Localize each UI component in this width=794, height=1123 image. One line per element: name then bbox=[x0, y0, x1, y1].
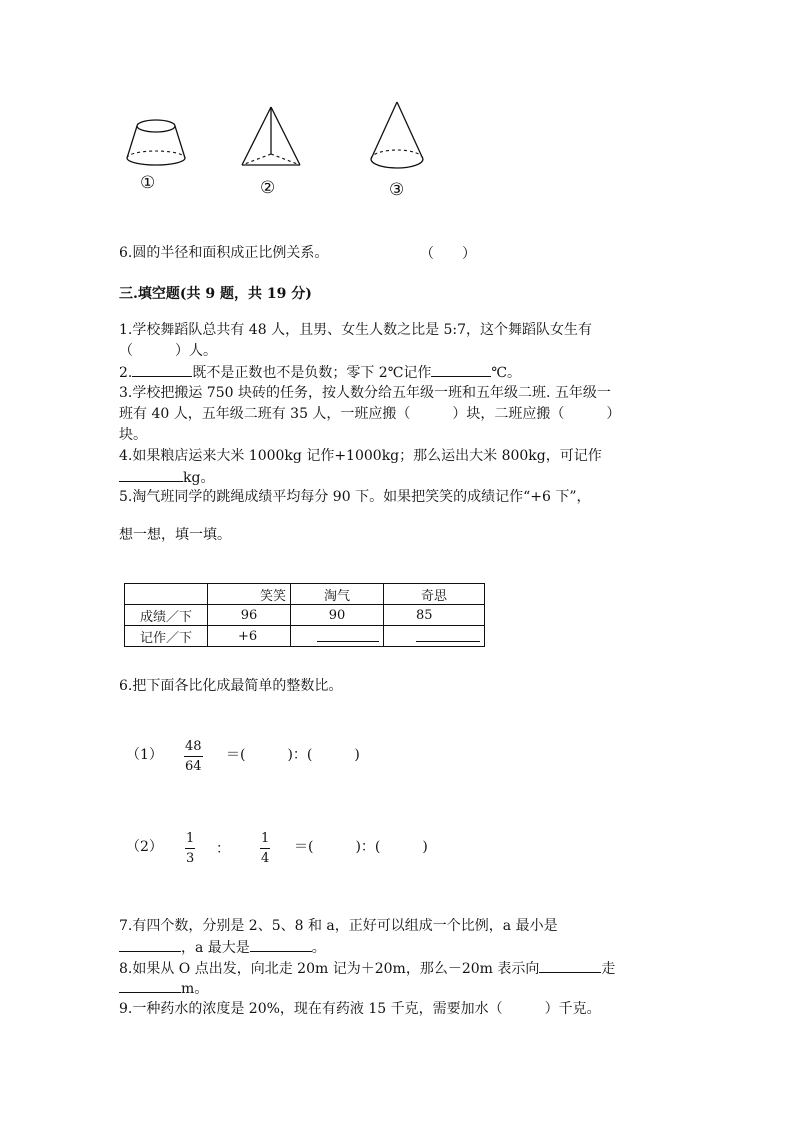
q8-blank-direction[interactable] bbox=[539, 958, 601, 973]
q5-table bbox=[124, 583, 485, 647]
fraction-bar bbox=[185, 848, 195, 849]
q4-blank[interactable] bbox=[119, 467, 183, 482]
q2-mid: 既不是正数也不是负数；零下 2℃记作 bbox=[192, 365, 432, 381]
q6-1-label: （1） bbox=[126, 747, 163, 763]
q7-suffix: 。 bbox=[311, 940, 326, 956]
q8-mid: 走 bbox=[601, 961, 616, 977]
q4-suffix: kg。 bbox=[183, 470, 215, 486]
frustum-figure bbox=[120, 112, 192, 170]
q6-text: 6.把下面各比化成最简单的整数比。 bbox=[119, 678, 343, 694]
judge-q6 bbox=[119, 243, 328, 263]
q6-2-fraction-a bbox=[185, 831, 195, 866]
table-cell: +6 bbox=[208, 626, 291, 647]
q2-prefix: 2. bbox=[119, 365, 133, 381]
q1-line1: 1.学校舞蹈队总共有 48 人，且男、女生人数之比是 5:7，这个舞蹈队女生有 bbox=[119, 322, 593, 338]
q5-line1: 5.淘气班同学的跳绳成绩平均每分 90 下。如果把笑笑的成绩记作“+6 下”， bbox=[119, 489, 591, 505]
table-row bbox=[125, 626, 485, 647]
q8-line1 bbox=[119, 958, 615, 979]
fraction-denominator: 64 bbox=[185, 759, 202, 774]
table-cell-blank[interactable] bbox=[384, 626, 485, 647]
q8-suffix: m。 bbox=[181, 981, 209, 997]
q2-suffix: ℃。 bbox=[491, 365, 522, 381]
fraction-numerator: 1 bbox=[261, 831, 270, 846]
q6-1-fraction bbox=[184, 739, 203, 774]
q1-line2: （ ）人。 bbox=[119, 343, 217, 359]
table-header-cell: 淘气 bbox=[291, 584, 384, 605]
q5-blank-qisi[interactable] bbox=[416, 627, 480, 642]
q3-line3: 块。 bbox=[119, 427, 147, 443]
q3-line2: 班有 40 人，五年级二班有 35 人，一班应搬（ ）块，二班应搬（ ） bbox=[119, 406, 621, 422]
q5-blank-taoqi[interactable] bbox=[317, 627, 379, 642]
table-cell-blank[interactable] bbox=[291, 626, 384, 647]
q4-line2 bbox=[119, 467, 214, 488]
fraction-numerator: 48 bbox=[185, 739, 202, 754]
section-title: 三.填空题(共 9 题，共 19 分) bbox=[119, 286, 312, 302]
table-cell: 90 bbox=[291, 605, 384, 626]
q5-line2: 想一想，填一填。 bbox=[119, 527, 231, 543]
q4-line1: 4.如果粮店运来大米 1000kg 记作+1000kg；那么运出大米 800kg，可记作 bbox=[119, 448, 602, 464]
judge-q6-paren[interactable]: （ ） bbox=[420, 246, 476, 262]
q8-text: 8.如果从 O 点出发，向北走 20m 记为＋20m，那么－20m 表示向 bbox=[119, 961, 540, 977]
q6-2-fraction-b bbox=[260, 831, 270, 866]
fraction-bar bbox=[260, 848, 270, 849]
table-row bbox=[125, 605, 485, 626]
table-cell: 记作／下 bbox=[125, 626, 208, 647]
table-header-cell: 笑笑 bbox=[208, 584, 291, 605]
q6-1-answer[interactable]: ＝( )：( ) bbox=[226, 747, 360, 763]
judge-q6-text: 6.圆的半径和面积成正比例关系。 bbox=[119, 245, 329, 261]
q3-line1: 3.学校把搬运 750 块砖的任务，按人数分给五年级一班和五年级二班. 五年级一 bbox=[119, 385, 611, 401]
figure-label-3: ③ bbox=[389, 180, 405, 200]
fraction-numerator: 1 bbox=[186, 831, 195, 846]
q6-2-answer[interactable]: ＝( )：( ) bbox=[294, 839, 428, 855]
table-header-cell: 奇思 bbox=[384, 584, 485, 605]
pyramid-figure bbox=[238, 103, 304, 169]
q8-blank-distance[interactable] bbox=[119, 978, 181, 993]
q2-blank-1[interactable] bbox=[132, 362, 192, 377]
fraction-denominator: 3 bbox=[186, 851, 195, 866]
figure-label-1: ① bbox=[140, 173, 156, 193]
fraction-denominator: 4 bbox=[261, 851, 270, 866]
fraction-bar bbox=[184, 756, 203, 757]
q6-2-colon: ： bbox=[216, 841, 230, 857]
cone-figure bbox=[366, 99, 428, 175]
figure-label-2: ② bbox=[260, 178, 276, 198]
table-cell: 85 bbox=[384, 605, 485, 626]
table-cell: 96 bbox=[208, 605, 291, 626]
table-header-cell bbox=[125, 584, 208, 605]
table-header-row bbox=[125, 584, 485, 605]
q2 bbox=[119, 362, 521, 383]
q2-blank-2[interactable] bbox=[431, 362, 491, 377]
q8-line2 bbox=[119, 978, 208, 999]
q7-mid: ，a 最大是 bbox=[181, 940, 250, 956]
q7-blank-max[interactable] bbox=[250, 937, 312, 952]
q7-blank-min[interactable] bbox=[119, 937, 181, 952]
q9-text: 9.一种药水的浓度是 20%，现在有药液 15 千克，需要加水（ ）千克。 bbox=[119, 1001, 601, 1017]
q6-2-label: （2） bbox=[126, 839, 163, 855]
q7-line2 bbox=[119, 937, 326, 958]
q7-line1: 7.有四个数，分别是 2、5、8 和 a，正好可以组成一个比例，a 最小是 bbox=[119, 918, 558, 934]
table-cell: 成绩／下 bbox=[125, 605, 208, 626]
